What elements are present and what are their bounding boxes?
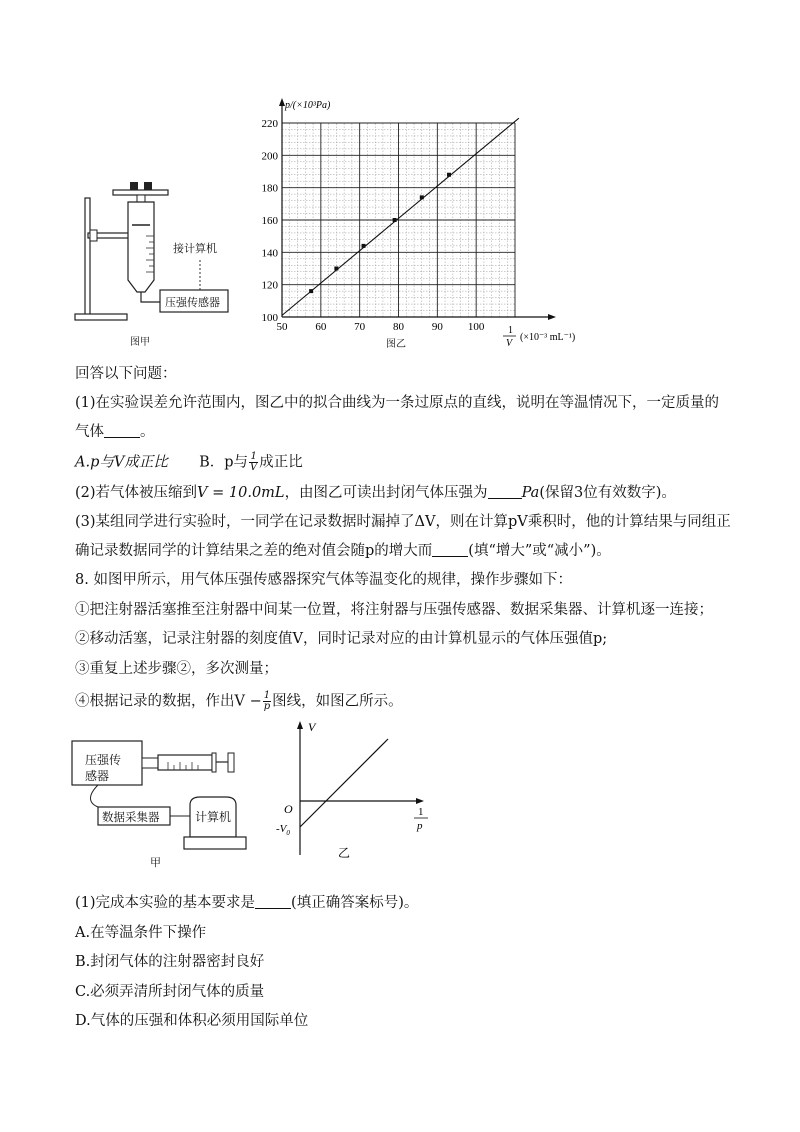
q7-part1-prefix: 气体 [75,424,104,440]
caption-fig-jia: 图甲 [130,337,150,348]
data-point [309,289,313,293]
chart-grid-major [282,123,515,317]
x-tick-label: 50 [276,321,288,333]
apparatus-figure-jia [70,170,270,350]
q8-step4-b: 图线，如图乙所示。 [272,693,403,710]
data-point [334,267,338,271]
x-tick-label: 80 [393,321,404,333]
q8-option-a: A.在等温条件下操作 [75,925,207,941]
q8-question1-answer-blank[interactable] [255,893,291,909]
q7-part1-answer-blank[interactable] [104,422,140,438]
q8-chart-v-label: V [308,720,316,734]
q7-option-a-label: A. [75,454,91,471]
q7-part3-prefix: 确记录数据同学的计算结果之差的绝对值会随p的增大而 [75,543,433,559]
chart-x-axis-label-num: 1 [508,325,513,336]
chart-x-axis-label-den: V [506,338,513,349]
q7-option-b-fraction: $\frac{1}{V}$ [250,451,258,473]
q8-step4 [75,691,403,712]
q8-caption-jia: 甲 [150,856,161,869]
fit-line [282,118,519,315]
x-axis-arrow [548,314,556,320]
q8-chart-line [300,739,388,827]
y-tick-label: 180 [261,182,278,195]
q7-option-b-end: 成正比 [259,454,303,471]
q8-question1-b: (填正确答案标号)。 [291,895,419,911]
q7-intro: 回答以下问题： [75,366,177,382]
q7-part1-line1: (1)在实验误差允许范围内，图乙中的拟合曲线为一条过原点的直线，说明在等温情况下，一定质量的 [75,395,720,411]
q7-part3-line1: (3)某组同学进行实验时，一同学在记录数据时漏掉了ΔV，则在计算pV乘积时，他的计算结果与同组正 [75,514,731,530]
q8-step1: ①把注射器活塞推至注射器中间某一位置，将注射器与压强传感器、数据采集器、计算机逐一连接； [75,602,713,618]
q7-part2-a: (2)若气体被压缩到 [75,485,198,501]
data-point [420,195,424,199]
q7-part2 [75,483,676,503]
label-pressure-sensor: 压强传感器 [165,296,220,309]
q8-chart-origin: O [284,802,293,816]
y-tick-label: 100 [261,312,278,324]
q8-sensor-label-2: 感器 [85,769,110,783]
q7-part1-line2 [75,422,155,442]
q8-question1-a: (1)完成本实验的基本要求是 [75,895,256,911]
q8-option-c: C.必须弄清所封闭气体的质量 [75,984,265,1000]
q7-part2-b: ，由图乙可读出封闭气体压强为 [284,485,488,501]
q8-step4-fraction: $\frac{1}{p}$ [263,690,271,712]
q8-computer-label: 计算机 [195,810,232,824]
q8-step4-a: ④根据记录的数据，作出V − [75,693,262,710]
q8-step2: ②移动活塞，记录注射器的刻度值V，同时记录对应的由计算机显示的气体压强值p; [75,631,608,647]
chart-fit-line [282,118,519,315]
caption-fig-yi: 图乙 [386,339,406,350]
data-point [393,218,397,222]
chart-x-axis-unit: (×10⁻³ mL⁻¹) [520,332,576,343]
chart-tick-labels [262,118,485,333]
x-tick-label: 70 [354,321,366,333]
q8-option-d: D.气体的压强和体积必须用国际单位 [75,1013,309,1029]
y-tick-label: 140 [261,247,278,260]
q8-question1 [75,893,418,913]
x-tick-label: 60 [315,321,327,333]
q8-option-b: B.封闭气体的注射器密封良好 [75,954,265,970]
q8-collector-label: 数据采集器 [102,810,160,824]
q8-step3: ③重复上述步骤②，多次测量； [75,661,278,677]
q7-part2-c: (保留3位有效数字)。 [539,485,676,501]
q7-part3-end: (填“增大”或“减小”)。 [468,543,611,559]
q7-part1-end: 。 [140,424,155,440]
chart-y-axis-label: p/(×10³Pa) [285,100,331,111]
q8-chart-minus-v0: $-V_0$ [276,823,290,837]
q7-part2-math: V = 10.0mL [197,485,285,501]
q8-chart-x-den: p [417,820,423,832]
q7-options [75,452,303,473]
label-connect-computer: 接计算机 [173,242,217,255]
q8-chart-v-vs-inverse-p [270,715,440,865]
x-tick-label: 90 [431,321,443,333]
data-point [362,244,366,248]
q8-chart-x-num: 1 [418,806,424,818]
q7-option-b-label: B．p与 [199,454,249,471]
q8-title: 8. 如图甲所示，用气体压强传感器探究气体等温变化的规律，操作步骤如下： [75,572,572,588]
q8-chart-caption: 乙 [338,846,351,860]
y-tick-label: 200 [261,150,278,163]
q7-part2-answer-blank[interactable] [488,483,522,499]
y-tick-label: 220 [261,118,278,130]
data-point [447,173,451,177]
x-tick-label: 100 [467,321,485,333]
y-tick-label: 160 [261,215,278,227]
q7-part2-unit: Pa [521,485,540,501]
q8-sensor-label-1: 压强传 [85,753,122,767]
y-tick-label: 120 [261,279,278,292]
chart-p-vs-inverse-v [250,95,590,355]
q7-part3-answer-blank[interactable] [432,541,468,557]
q7-option-a-text: p与V成正比 [90,454,168,471]
q7-part3-line2 [75,541,611,561]
